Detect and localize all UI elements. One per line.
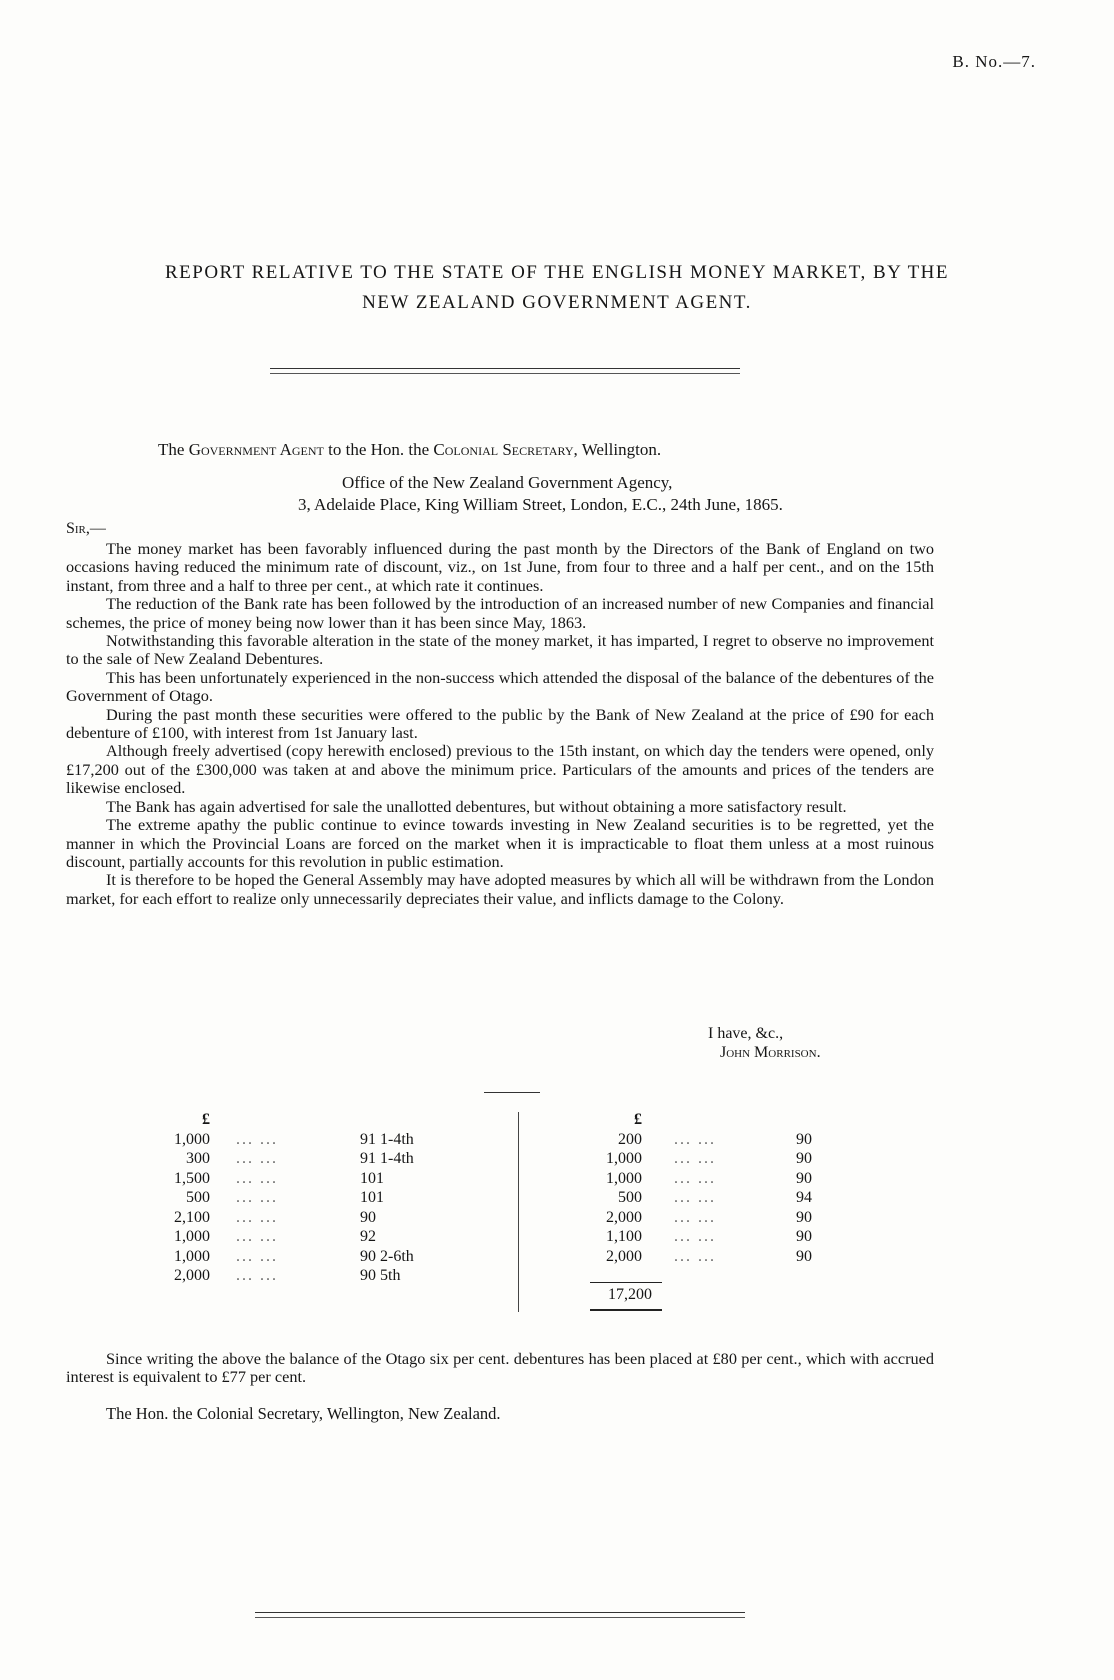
leader-dots: ... ... [236, 1247, 278, 1265]
letter-signoff [708, 1024, 821, 1062]
tender-amount: 1,000 [174, 1247, 210, 1265]
tender-amount: 1,000 [174, 1130, 210, 1148]
addressee-mid: to the Hon. the [323, 440, 434, 459]
table-row [580, 1208, 812, 1228]
table-row [580, 1149, 812, 1169]
paragraph: Notwithstanding this favorable alteration in the state of the money market, it has imparted, I regret to observe no improvement to the sale of New Zealand Debentures. [66, 631, 934, 669]
tender-price: 90 [796, 1247, 812, 1265]
tender-amount: 2,000 [174, 1267, 210, 1284]
leader-dots: ... ... [236, 1189, 278, 1206]
tender-amount: 500 [618, 1189, 642, 1206]
closing: I have, &c., [708, 1025, 784, 1042]
addressee-post: , Wellington. [573, 440, 662, 459]
leader-dots: ... ... [674, 1208, 716, 1226]
column-divider [518, 1112, 519, 1312]
paragraph: The Bank has again advertised for sale the unallotted debentures, but without obtaining a more satisfactory result. [106, 796, 847, 816]
title-divider [270, 368, 740, 374]
tender-price: 101 [360, 1169, 384, 1187]
tender-price: 90 [796, 1150, 812, 1167]
office-line: Office of the New Zealand Government Agency, [342, 473, 673, 492]
table-row [580, 1227, 812, 1247]
table-row [150, 1227, 430, 1247]
leader-dots: ... ... [674, 1228, 716, 1245]
tenders-table-left [150, 1110, 430, 1286]
address-date-line: 3, Adelaide Place, King William Street, London, E.C., 24th June, 1865. [298, 495, 783, 514]
table-row [150, 1169, 430, 1189]
table-row [580, 1130, 812, 1150]
leader-dots: ... ... [674, 1150, 716, 1167]
tender-price: 90 [796, 1228, 812, 1245]
salutation: Sir,— [66, 520, 106, 537]
tender-amount: 1,100 [606, 1228, 642, 1245]
paragraph: It is therefore to be hoped the General Assembly may have adopted measures by which all will be withdrawn from the London market, for each effort to realize only unnecessarily depreciates their value, and inflicts damage to the Colony. [66, 870, 934, 908]
table-row [150, 1130, 430, 1150]
tender-amount: 300 [186, 1150, 210, 1167]
table-row [580, 1247, 812, 1267]
tender-price: 90 [360, 1208, 376, 1226]
paragraph: This has been unfortunately experienced in the non-success which attended the disposal of the balance of the debentures of the Government of Otago. [66, 667, 934, 706]
sender-address [298, 472, 783, 516]
footer-divider [255, 1612, 745, 1618]
tender-price: 90 [796, 1208, 812, 1226]
tender-amount: 1,000 [606, 1150, 642, 1167]
table-row [150, 1247, 430, 1267]
document-title [0, 258, 1114, 318]
tenders-total: 17,200 [608, 1286, 652, 1303]
currency-header: £ [634, 1111, 642, 1128]
table-row [150, 1188, 430, 1208]
table-row [150, 1149, 430, 1169]
page-identifier: B. No.—7. [952, 52, 1036, 71]
addressee-sender: Government Agent [188, 440, 324, 459]
tender-amount: 1,000 [174, 1228, 210, 1245]
paragraph: The money market has been favorably influenced during the past month by the Directors of the Bank of England on two occasions having reduced the minimum rate of discount, viz., on 1st June, from four to three and a half per cent., and on the 15th instant, from three and a half to three per cent., at which rate it continues. [66, 539, 934, 595]
leader-dots: ... ... [236, 1150, 278, 1167]
leader-dots: ... ... [236, 1267, 278, 1284]
tender-price: 92 [360, 1228, 376, 1245]
currency-header: £ [202, 1111, 210, 1128]
tender-price: 101 [360, 1189, 384, 1206]
postscript [66, 1350, 934, 1387]
table-row [150, 1266, 430, 1286]
paragraph: During the past month these securities were offered to the public by the Bank of New Zealand at the price of £90 for each debenture of £100, with interest from 1st January last. [66, 704, 934, 743]
title-line-2: NEW ZEALAND GOVERNMENT AGENT. [362, 292, 752, 313]
tender-price: 90 5th [360, 1267, 401, 1284]
table-row [580, 1169, 812, 1189]
tender-price: 90 2-6th [360, 1247, 414, 1265]
leader-dots: ... ... [674, 1130, 716, 1148]
tenders-table-right [580, 1110, 812, 1266]
table-row [150, 1208, 430, 1228]
tender-amount: 500 [186, 1189, 210, 1206]
leader-dots: ... ... [236, 1130, 278, 1148]
tender-amount: 2,000 [606, 1247, 642, 1265]
paragraph: The reduction of the Bank rate has been followed by the introduction of an increased number of new Companies and financial schemes, the price of money being now lower than it has been since May, 1863. [66, 594, 934, 632]
tender-amount: 200 [618, 1130, 642, 1148]
tender-amount: 2,000 [606, 1208, 642, 1226]
paragraph: Although freely advertised (copy herewith enclosed) previous to the 15th instant, on which day the tenders were opened, only £17,200 out of the £300,000 was taken at and above the minimum price. Particulars of the amounts and prices of the tenders are likewise enclosed. [66, 741, 934, 798]
tender-price: 91 1-4th [360, 1130, 414, 1148]
leader-dots: ... ... [674, 1189, 716, 1206]
leader-dots: ... ... [236, 1169, 278, 1187]
tender-amount: 2,100 [174, 1208, 210, 1226]
addressee-pre: The [158, 440, 189, 459]
leader-dots: ... ... [236, 1228, 278, 1245]
total-underline [590, 1309, 662, 1311]
tender-price: 94 [796, 1189, 812, 1206]
title-line-1: REPORT RELATIVE TO THE STATE OF THE ENGLISH MONEY MARKET, BY THE [164, 262, 950, 283]
addressee-recipient: Colonial Secretary [433, 440, 574, 459]
tender-price: 90 [796, 1169, 812, 1187]
tender-amount: 1,000 [606, 1169, 642, 1187]
recipient-line: The Hon. the Colonial Secretary, Wellington, New Zealand. [106, 1404, 501, 1423]
paragraph: The extreme apathy the public continue to evince towards investing in New Zealand securities is to be regretted, yet the manner in which the Provincial Loans are forced on the market when it is impracticable to float them unless at a most ruinous discount, partially accounts for this revolution in public estimation. [66, 815, 934, 871]
postscript-text: Since writing the above the balance of the Otago six per cent. debentures has been placed at £80 per cent., which with accrued interest is equivalent to £77 per cent. [66, 1349, 934, 1387]
signature: John Morrison. [720, 1044, 821, 1061]
tender-amount: 1,500 [174, 1169, 210, 1187]
tender-price: 90 [796, 1130, 812, 1148]
letter-body [66, 540, 934, 908]
leader-dots: ... ... [236, 1208, 278, 1226]
letter-addressee [158, 440, 661, 460]
table-row [580, 1188, 812, 1208]
leader-dots: ... ... [674, 1169, 716, 1187]
total-rule [590, 1282, 662, 1283]
leader-dots: ... ... [674, 1247, 716, 1265]
tender-price: 91 1-4th [360, 1150, 414, 1167]
section-divider [484, 1092, 540, 1093]
